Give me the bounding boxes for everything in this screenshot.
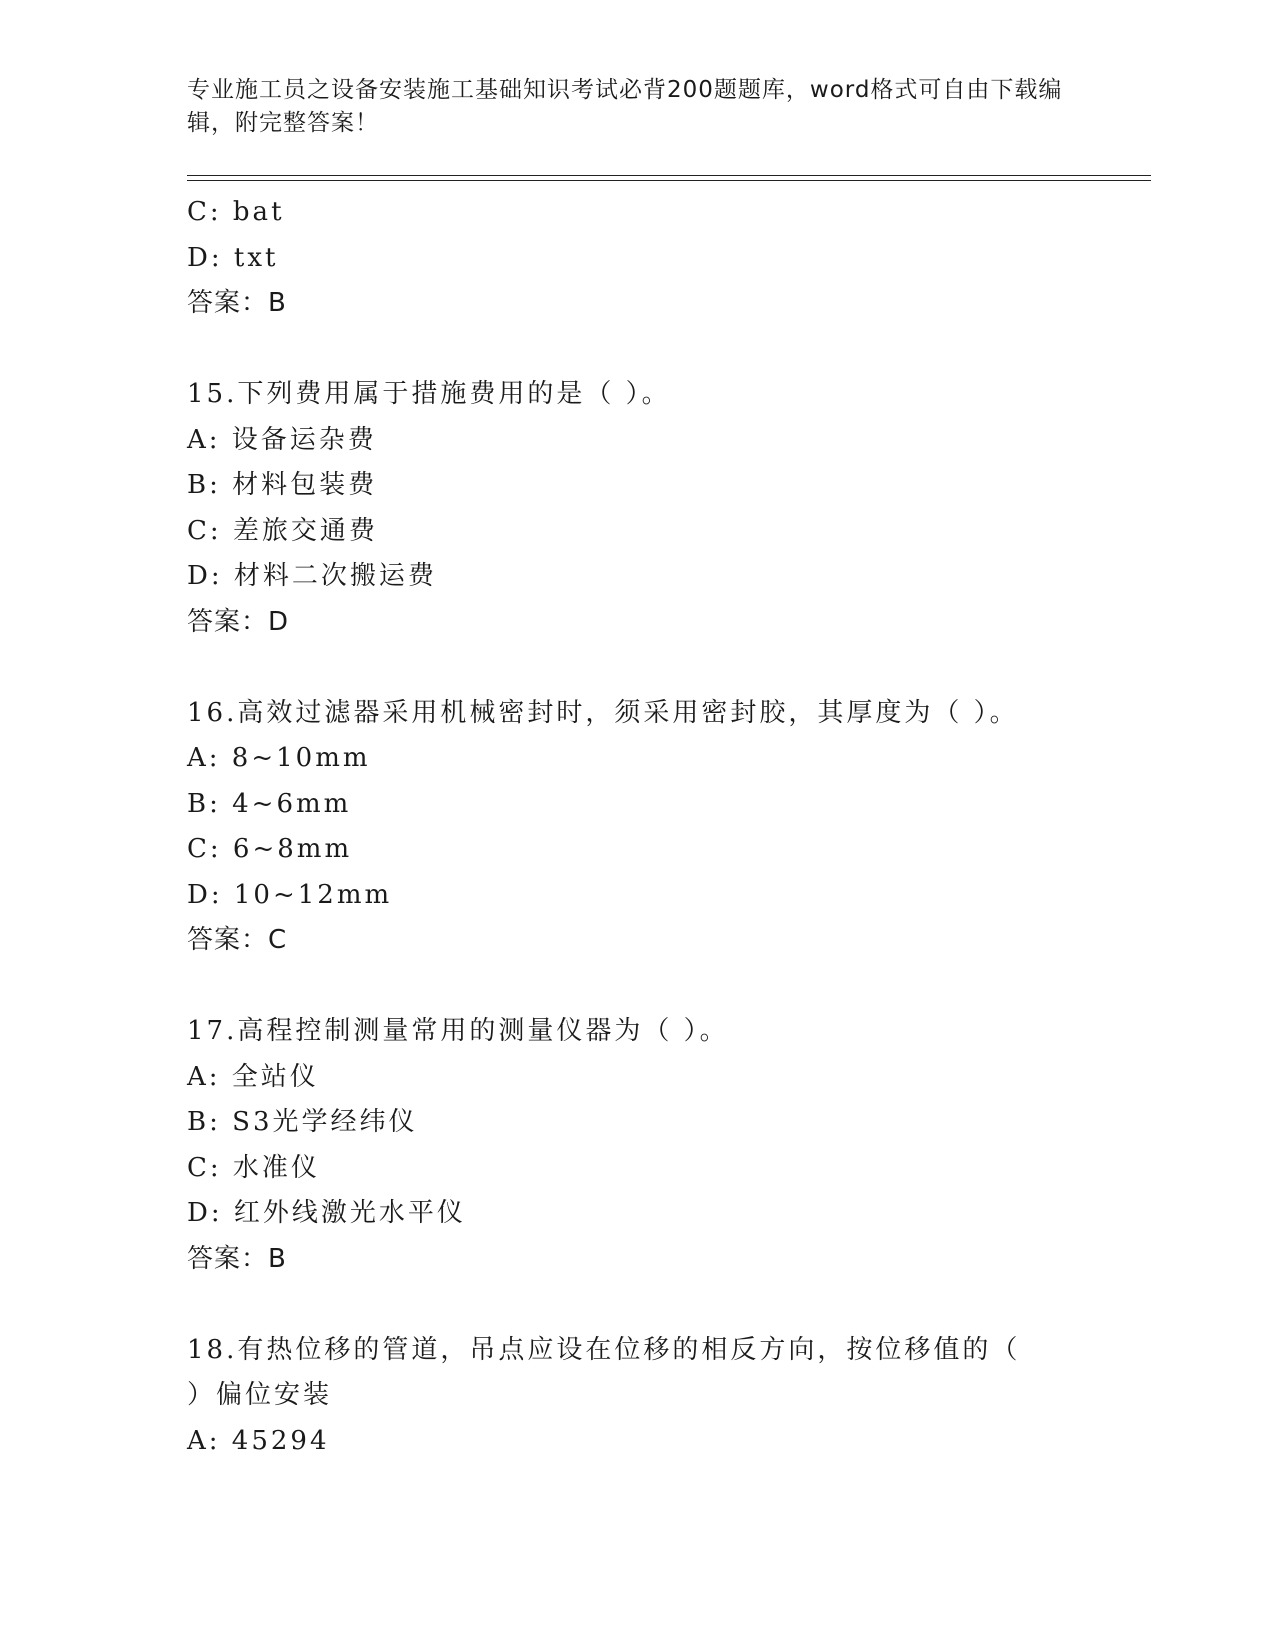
prev-question-tail (187, 190, 1087, 327)
spacer (187, 1282, 1087, 1328)
question-stem: 18.有热位移的管道，吊点应设在位移的相反方向，按位移值的（ ）偏位安装 (187, 1334, 1021, 1410)
option-d: D: 10~12mm (187, 879, 393, 910)
option-a: A: 设备运杂费 (187, 424, 377, 455)
option-d: D: 红外线激光水平仪 (187, 1198, 466, 1228)
option-b: B: S3光学经纬仪 (187, 1107, 418, 1137)
option-c: C: 差旅交通费 (187, 515, 378, 546)
option-d: D: txt (187, 242, 279, 273)
answer: 答案：B (187, 288, 287, 318)
question-17 (187, 1009, 1087, 1282)
answer: 答案：B (187, 1243, 287, 1274)
option-a: A: 全站仪 (187, 1061, 319, 1092)
header-divider-top (187, 175, 1151, 176)
option-a: A: 45294 (187, 1425, 330, 1456)
question-15 (187, 372, 1087, 645)
question-18 (187, 1328, 1087, 1465)
option-b: B: 材料包装费 (187, 470, 378, 500)
option-b: B: 4~6mm (187, 788, 352, 819)
answer: 答案：C (187, 925, 288, 955)
document-header (187, 74, 1087, 140)
question-stem: 16.高效过滤器采用机械密封时，须采用密封胶，其厚度为（ ）。 (187, 697, 1019, 728)
question-16 (187, 691, 1087, 964)
question-stem: 15.下列费用属于措施费用的是（ ）。 (187, 379, 671, 409)
answer: 答案：D (187, 606, 290, 637)
question-content (187, 190, 1087, 1464)
question-stem: 17.高程控制测量常用的测量仪器为（ ）。 (187, 1016, 729, 1046)
option-d: D: 材料二次搬运费 (187, 561, 437, 591)
option-c: C: 水准仪 (187, 1152, 320, 1183)
spacer (187, 327, 1087, 373)
header-title: 专业施工员之设备安装施工基础知识考试必背200题题库，word格式可自由下载编辑，附完整答案！ (187, 77, 1063, 136)
option-a: A: 8~10mm (187, 743, 371, 773)
header-divider-bottom (187, 180, 1151, 181)
spacer (187, 645, 1087, 691)
option-c: C: 6~8mm (187, 834, 353, 864)
spacer (187, 964, 1087, 1010)
option-c: C: bat (187, 197, 285, 227)
